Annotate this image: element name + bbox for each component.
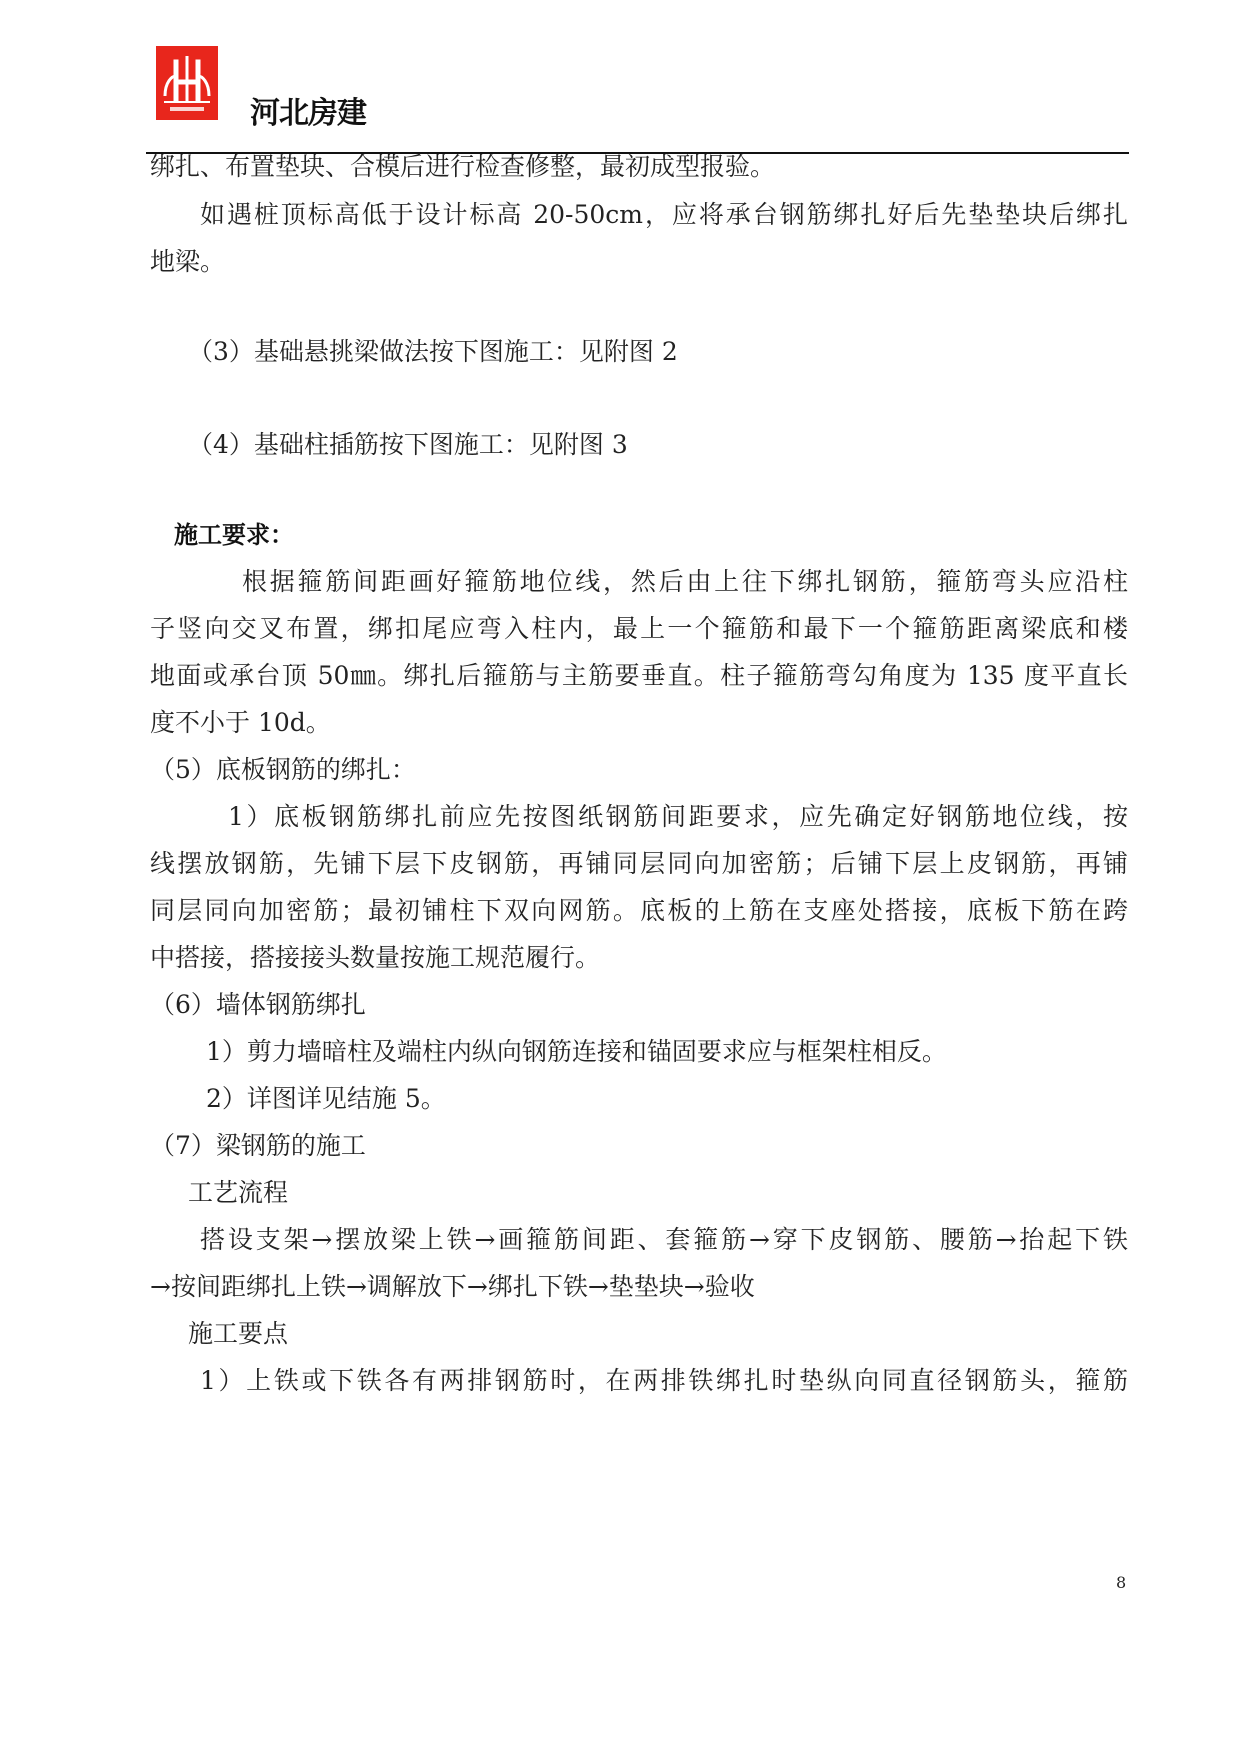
paragraph-line: 根据箍筋间距画好箍筋地位线，然后由上往下绑扎钢筋，箍筋弯头应沿柱 bbox=[242, 567, 1128, 596]
paragraph-line: 地面或承台顶 50㎜。绑扎后箍筋与主筋要垂直。柱子箍筋弯勾角度为 135 度平直长 bbox=[150, 661, 1128, 690]
subheading: 施工要点 bbox=[188, 1319, 289, 1348]
section-heading: 施工要求： bbox=[174, 521, 294, 549]
paragraph-line: 中搭接，搭接接头数量按施工规范履行。 bbox=[150, 943, 601, 972]
paragraph-line: 绑扎、布置垫块、合模后进行检查修整，最初成型报验。 bbox=[150, 152, 776, 181]
process-flow-line: →按间距绑扎上铁→调解放下→绑扎下铁→垫垫块→验收 bbox=[150, 1272, 755, 1301]
section-item-4: （4）基础柱插筋按下图施工：见附图 3 bbox=[188, 430, 628, 459]
company-name: 河北房建 bbox=[250, 96, 366, 131]
paragraph-line: 地梁。 bbox=[150, 247, 226, 276]
page-number: 8 bbox=[1116, 1573, 1127, 1592]
paragraph-line: 同层同向加密筋；最初铺柱下双向网筋。底板的上筋在支座处搭接，底板下筋在跨 bbox=[150, 896, 1128, 925]
paragraph-line: 子竖向交叉布置，绑扣尾应弯入柱内，最上一个箍筋和最下一个箍筋距离梁底和楼 bbox=[150, 614, 1128, 643]
subheading: 工艺流程 bbox=[188, 1178, 289, 1207]
paragraph-line: 1）剪力墙暗柱及端柱内纵向钢筋连接和锚固要求应与框架柱相反。 bbox=[206, 1037, 947, 1066]
page-header bbox=[146, 44, 1126, 152]
section-item-7: （7）梁钢筋的施工 bbox=[150, 1131, 366, 1160]
paragraph-line: 1）底板钢筋绑扎前应先按图纸钢筋间距要求，应先确定好钢筋地位线，按 bbox=[228, 802, 1128, 831]
paragraph-line: 2）详图详见结施 5。 bbox=[206, 1084, 446, 1113]
paragraph-line: 1）上铁或下铁各有两排钢筋时，在两排铁绑扎时垫纵向同直径钢筋头，箍筋 bbox=[200, 1366, 1128, 1395]
paragraph-line: 线摆放钢筋，先铺下层下皮钢筋，再铺同层同向加密筋；后铺下层上皮钢筋，再铺 bbox=[150, 849, 1128, 878]
paragraph-line: 度不小于 10d。 bbox=[150, 708, 331, 737]
hebei-fangjian-logo-icon bbox=[156, 46, 218, 120]
section-item-6: （6）墙体钢筋绑扎 bbox=[150, 990, 366, 1019]
paragraph-line: 如遇桩顶标高低于设计标高 20-50cm，应将承台钢筋绑扎好后先垫垫块后绑扎 bbox=[200, 200, 1128, 229]
section-item-3: （3）基础悬挑梁做法按下图施工：见附图 2 bbox=[188, 337, 678, 366]
section-item-5: （5）底板钢筋的绑扎： bbox=[150, 755, 416, 784]
process-flow-line: 搭设支架→摆放梁上铁→画箍筋间距、套箍筋→穿下皮钢筋、腰筋→抬起下铁 bbox=[200, 1225, 1128, 1254]
